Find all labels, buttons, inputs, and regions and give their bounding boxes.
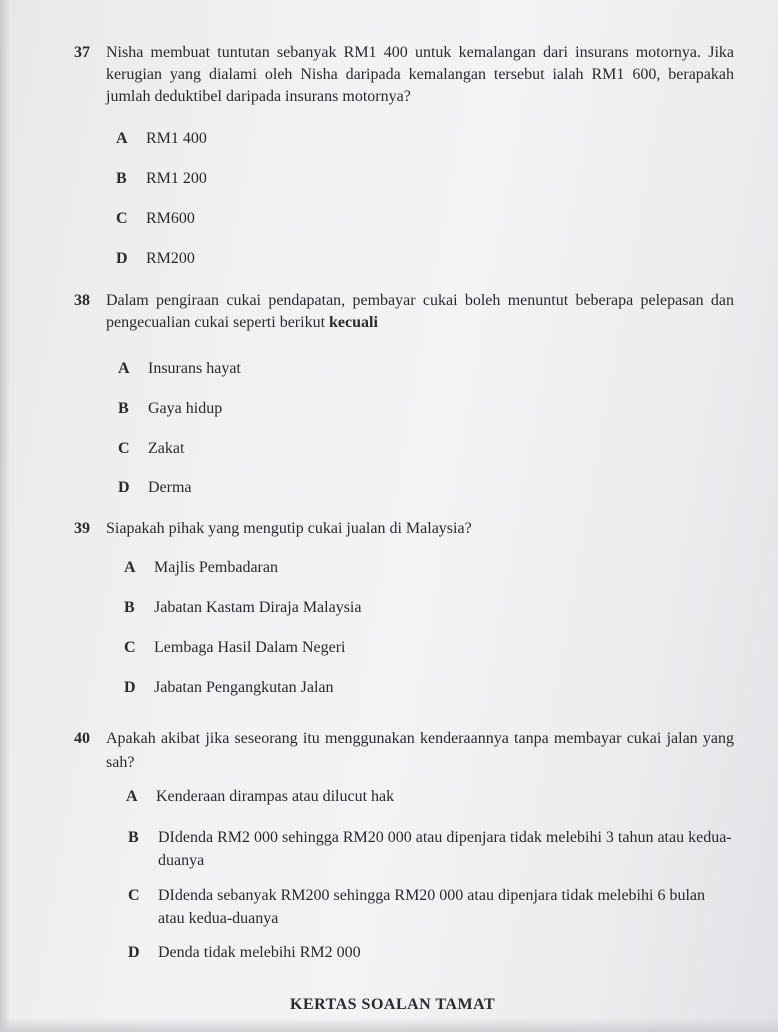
option-37-c[interactable] [116, 208, 195, 230]
option-39-b[interactable] [124, 597, 361, 619]
option-39-c[interactable] [124, 637, 345, 659]
option-text: Derma [148, 479, 192, 496]
option-text: Jabatan Kastam Diraja Malaysia [154, 599, 362, 616]
option-text: Denda tidak melebihi RM2 000 [158, 944, 361, 961]
option-37-d[interactable] [116, 248, 195, 270]
question-number: 40 [74, 730, 90, 747]
option-40-b[interactable] [128, 826, 732, 872]
option-38-c[interactable] [118, 438, 184, 460]
option-40-c[interactable] [128, 884, 732, 930]
option-letter: C [128, 887, 140, 904]
question-stem [74, 42, 734, 108]
question-text: Nisha membuat tuntutan sebanyak RM1 400 untuk kemalangan dari insurans motornya. Jika kerugian yang dialami oleh Nisha daripada kemalangan tersebut ialah RM1 600, berapakah jumlah deduktibel daripada insurans motornya? [106, 44, 734, 105]
option-text: RM600 [146, 210, 195, 227]
option-letter: D [128, 944, 140, 961]
option-letter: B [116, 170, 127, 187]
option-text: DIdenda RM2 000 sehingga RM20 000 atau dipenjara tidak melebihi 3 tahun atau kedua-duanya [158, 829, 732, 869]
page-edge-shadow [0, 0, 10, 1032]
option-letter: B [128, 829, 139, 846]
bottom-edge [0, 1018, 778, 1032]
option-text: Majlis Pembadaran [154, 559, 278, 576]
option-letter: B [124, 599, 135, 616]
option-text: RM1 200 [146, 170, 207, 187]
option-38-d[interactable] [118, 477, 192, 499]
option-letter: A [124, 559, 136, 576]
option-40-a[interactable] [126, 786, 726, 808]
option-letter: A [118, 360, 130, 377]
question-stem [74, 518, 734, 540]
option-37-b[interactable] [116, 168, 207, 190]
option-letter: B [118, 400, 129, 417]
question-stem [74, 290, 734, 334]
end-of-paper-title: KERTAS SOALAN TAMAT [290, 996, 496, 1013]
question-number: 39 [74, 520, 90, 537]
option-letter: D [124, 679, 136, 696]
option-letter: A [116, 130, 128, 147]
option-text: RM200 [146, 250, 195, 267]
question-37 [74, 42, 734, 108]
option-38-a[interactable] [118, 358, 241, 380]
question-text: Siapakah pihak yang mengutip cukai jualan di Malaysia? [106, 520, 472, 537]
question-text: Apakah akibat jika seseorang itu menggunakan kenderaannya tanpa membayar cukai jalan yang sah? [106, 730, 734, 771]
option-letter: C [124, 639, 136, 656]
question-number: 37 [74, 44, 90, 61]
option-text: Insurans hayat [148, 360, 241, 377]
question-text [74, 290, 734, 334]
question-emphasis: kecuali [329, 314, 378, 331]
option-text: Jabatan Pengangkutan Jalan [154, 679, 334, 696]
question-39 [74, 518, 734, 540]
question-40 [74, 727, 734, 775]
option-39-d[interactable] [124, 677, 334, 699]
option-text: Kenderaan dirampas atau dilucut hak [156, 788, 395, 805]
option-letter: A [126, 788, 138, 805]
option-text: Gaya hidup [148, 400, 223, 417]
option-text: DIdenda sebanyak RM200 sehingga RM20 000 atau dipenjara tidak melebihi 6 bulan atau kedua-duanya [158, 887, 705, 927]
option-letter: C [116, 210, 128, 227]
option-letter: D [116, 250, 128, 267]
option-40-d[interactable] [128, 942, 361, 964]
option-text: Zakat [148, 440, 185, 457]
option-38-b[interactable] [118, 398, 222, 420]
option-letter: C [118, 440, 130, 457]
option-39-a[interactable] [124, 557, 278, 579]
option-37-a[interactable] [116, 128, 207, 150]
question-38 [74, 290, 734, 334]
option-text: Lembaga Hasil Dalam Negeri [154, 639, 346, 656]
option-letter: D [118, 479, 130, 496]
question-text-main: Dalam pengiraan cukai pendapatan, pembayar cukai boleh menuntut beberapa pelepasan dan pengecualian cukai seperti berikut [106, 292, 734, 331]
option-text: RM1 400 [146, 130, 207, 147]
question-number: 38 [74, 292, 90, 309]
question-stem [74, 727, 734, 775]
